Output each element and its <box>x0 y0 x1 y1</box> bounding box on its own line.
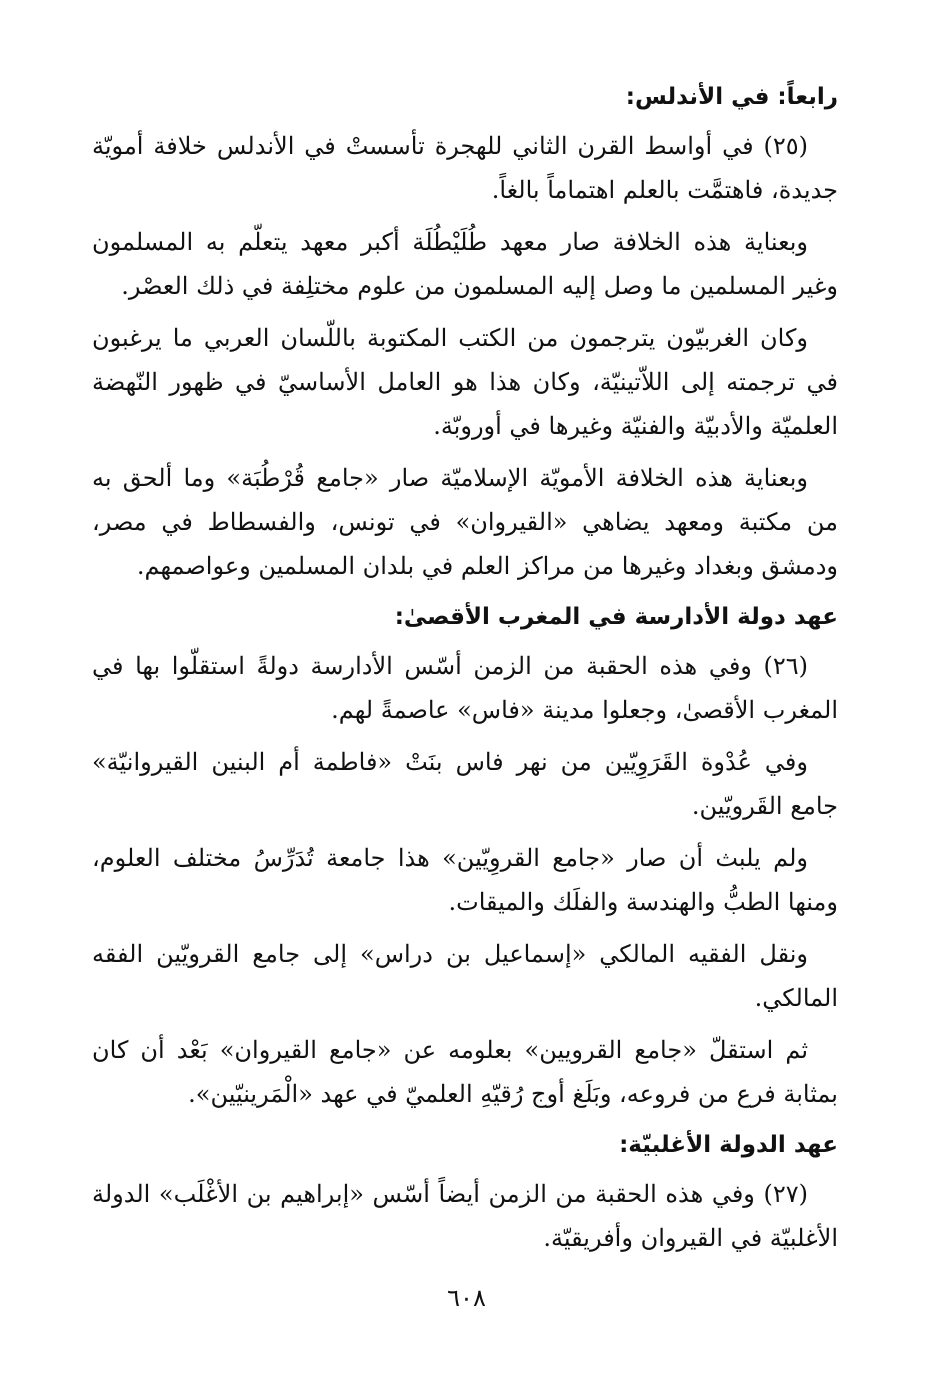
section-heading: رابعاً: في الأندلس: <box>625 84 838 110</box>
section-idrisid <box>92 596 838 1116</box>
paragraph: ونقل الفقيه المالكي «إسماعيل بن دراس» إلى جامع القرويّين الفقه المالكي. <box>92 940 838 1012</box>
document-page <box>92 76 838 1268</box>
paragraph: (٢٧) وفي هذه الحقبة من الزمن أيضاً أسّس «إبراهيم بن الأغْلَب» الدولة الأغلبيّة في القيروان وأفريقيّة. <box>92 1180 838 1252</box>
paragraph: (٢٦) وفي هذه الحقبة من الزمن أسّس الأدارسة دولةً استقلّوا بها في المغرب الأقصىٰ، وجعلوا مدينة «فاس» عاصمةً لهم. <box>92 652 838 724</box>
paragraph: وبعناية هذه الخلافة الأمويّة الإسلاميّة صار «جامع قُرْطُبَة» وما ألحق به من مكتبة ومعهد يضاهي «القيروان» في تونس، والفسطاط في مصر، ودمشق وبغداد وغيرها من مراكز العلم في بلدان المسلمين وعواصمهم. <box>92 464 838 580</box>
paragraph: ولم يلبث أن صار «جامع القروِيّين» هذا جامعة تُدَرِّسُ مختلف العلوم، ومنها الطبُّ والهندسة والفلَك والميقات. <box>92 844 838 916</box>
section-aghlabid <box>92 1124 838 1260</box>
page-number: ٦٠٨ <box>447 1284 486 1312</box>
section-heading: عهد الدولة الأغلبيّة: <box>619 1132 838 1158</box>
paragraph: وكان الغربيّون يترجمون من الكتب المكتوبة باللّسان العربي ما يرغبون في ترجمته إلى اللاّتينيّة، وكان هذا هو العامل الأساسيّ في ظهور النّهضة العلميّة والأدبيّة والفنيّة وغيرها في أوروبّة. <box>92 324 838 440</box>
paragraph: (٢٥) في أواسط القرن الثاني للهجرة تأسستْ في الأندلس خلافة أمويّة جديدة، فاهتمَّت بالعلم اهتماماً بالغاً. <box>92 132 838 204</box>
section-andalus <box>92 76 838 588</box>
paragraph: ثم استقلّ «جامع القرويين» بعلومه عن «جامع القيروان» بَعْد أن كان بمثابة فرع من فروعه، وبَلَغ أوج رُقيّهِ العلميّ في عهد «الْمَرينيّين». <box>92 1036 838 1108</box>
paragraph: وبعناية هذه الخلافة صار معهد طُلَيْطُلَة أكبر معهد يتعلّم به المسلمون وغير المسلمين ما وصل إليه المسلمون من علوم مختلِفة في ذلك العصْر. <box>92 228 838 300</box>
paragraph: وفي عُدْوة القَرَوِيّين من نهر فاس بنَتْ «فاطمة أم البنين القيروانيّة» جامع القَرويّين. <box>92 748 838 820</box>
section-heading: عهد دولة الأدارسة في المغرب الأقصىٰ: <box>394 604 838 630</box>
